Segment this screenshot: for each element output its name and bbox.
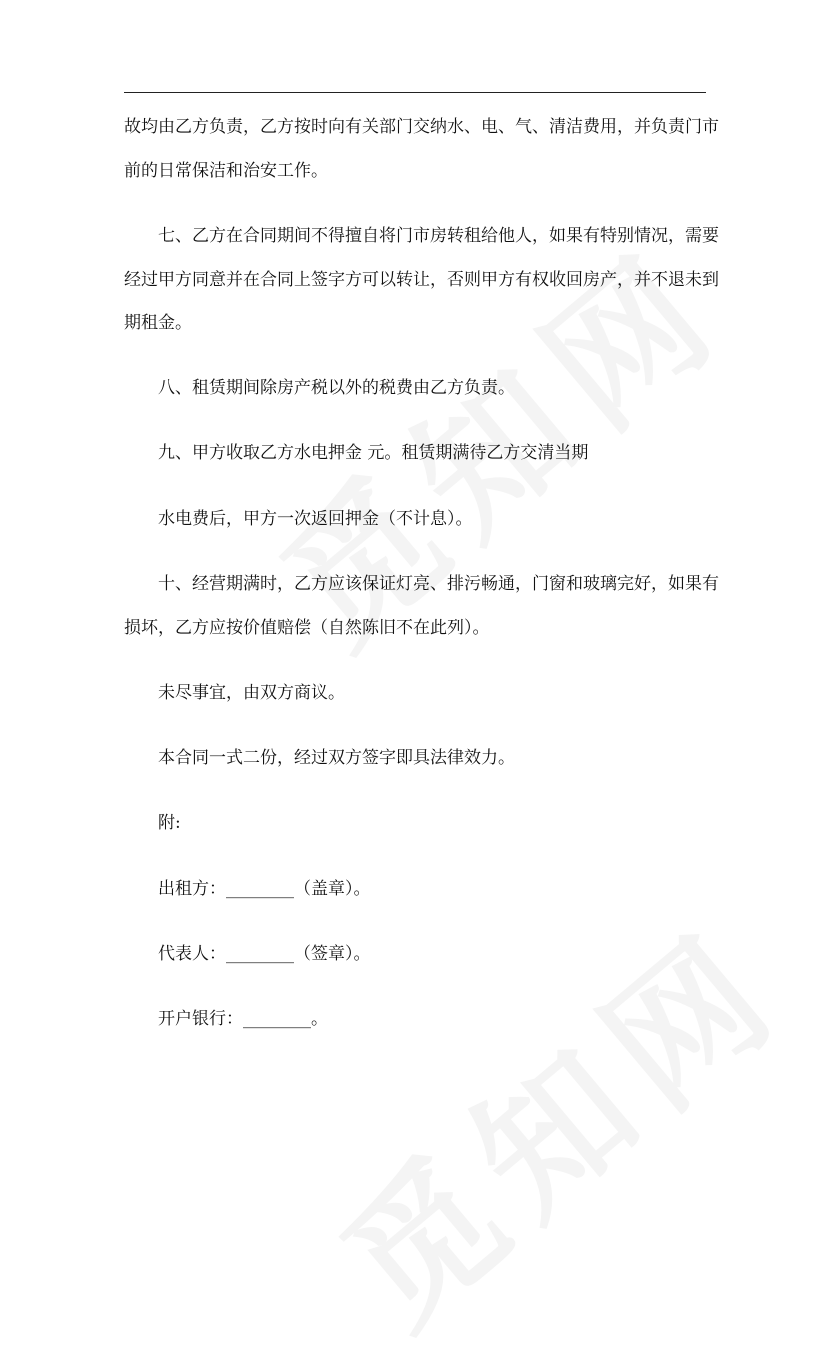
watermark <box>230 191 760 684</box>
clause-9-line: 水电费后，甲方一次返回押金（不计息）。 <box>158 509 473 529</box>
clause-8: 八、租赁期间除房产税以外的税费由乙方负责。 <box>158 378 515 398</box>
paragraph-line: 前的日常保洁和治安工作。 <box>124 161 328 181</box>
clause-7-line: 期租金。 <box>124 313 192 333</box>
clause-10-line: 十、经营期满时，乙方应该保证灯亮、排污畅通，门窗和玻璃完好，如果有 <box>158 574 719 594</box>
other-matters: 未尽事宜，由双方商议。 <box>158 683 345 703</box>
clause-9-line: 九、甲方收取乙方水电押金 元。租赁期满待乙方交清当期 <box>158 443 589 463</box>
clause-7-line: 七、乙方在合同期间不得擅自将门市房转租给他人，如果有特别情况，需要 <box>158 226 719 246</box>
header-rule <box>124 92 706 93</box>
copies-clause: 本合同一式二份，经过双方签字即具法律效力。 <box>158 748 515 768</box>
lessor-signature-line: 出租方：________（盖章）。 <box>158 879 371 899</box>
representative-signature-line: 代表人：________（签章）。 <box>158 944 371 964</box>
appendix-label: 附: <box>158 813 181 833</box>
clause-7-line: 经过甲方同意并在合同上签字方可以转让，否则甲方有权收回房产，并不退未到 <box>124 270 719 290</box>
paragraph-line: 故均由乙方负责，乙方按时向有关部门交纳水、电、气、清洁费用，并负责门市 <box>124 117 719 137</box>
clause-10-line: 损坏，乙方应按价值赔偿（自然陈旧不在此列）。 <box>124 618 490 638</box>
bank-line: 开户银行：________。 <box>158 1009 328 1029</box>
